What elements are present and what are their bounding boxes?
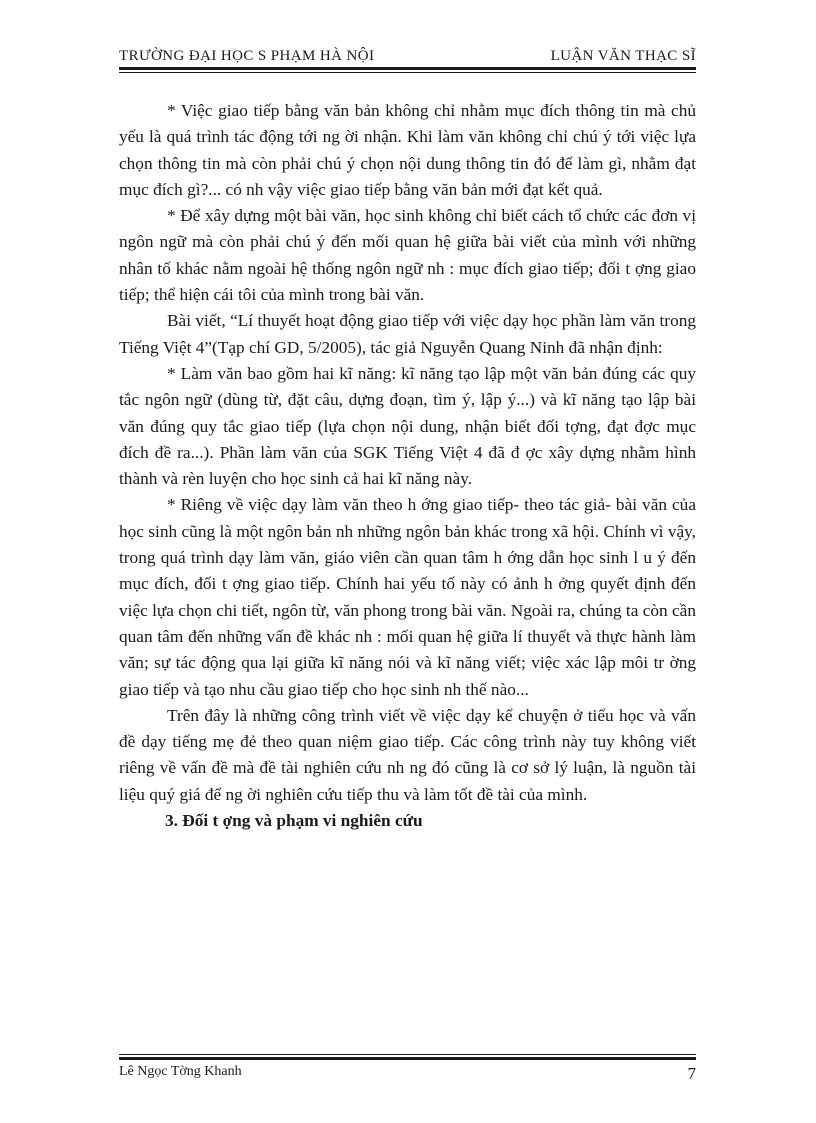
header-rule-thin [119,72,696,73]
paragraph: * Làm văn bao gồm hai kĩ năng: kĩ năng tạo lập một văn bản đúng các quy tắc ngôn ngữ (dùng từ, đặt câu, dựng đoạn, tìm ý, lập ý...) và kĩ năng tạo lập bài văn đúng quy tắc giao tiếp (lựa chọn nội dung, nhận biết đối tợng, đạt đợc mục đích đề ra...). Phần làm văn của SGK Tiếng Việt 4 đã đ ợc xây dựng nhằm hình thành và rèn luyện cho học sinh cả hai kĩ năng này. [119,363,696,489]
paragraph: Bài viết, “Lí thuyết hoạt động giao tiếp với việc dạy học phần làm văn trong Tiếng Việt 4”(Tạp chí GD, 5/2005), tác giả Nguyễn Quang Ninh đã nhận định: [119,311,696,357]
header-university: TRƯỜNG ĐẠI HỌC S PHẠM HÀ NỘI [119,48,375,64]
page-number: 7 [687,1064,696,1083]
header-thesis-type: LUẬN VĂN THẠC SĨ [550,48,696,64]
header-rule-thick [119,67,696,70]
footer-rule-thick [119,1057,696,1060]
paragraph: * Để xây dựng một bài văn, học sinh không chỉ biết cách tổ chức các đơn vị ngôn ngữ mà còn phải chú ý đến mối quan hệ giữa bài viết của mình với những nhân tố khác nằm ngoài hệ thống ngôn ngữ nh : mục đích giao tiếp; đối t ợng giao tiếp; thể hiện cái tôi của mình trong bài văn. [119,206,696,305]
page-header [119,44,696,70]
paragraph: * Riêng về việc dạy làm văn theo h ớng giao tiếp- theo tác giả- bài văn của học sinh cũng là một ngôn bản nh những ngôn bản khác trong xã hội. Chính vì vậy, trong quá trình dạy làm văn, giáo viên cần quan tâm h ớng dẫn học sinh l u ý đến mục đích, đối t ợng giao tiếp. Chính hai yếu tố này có ảnh h ởng quyết định đến việc lựa chọn chi tiết, ngôn từ, văn phong trong bài văn. Ngoài ra, chúng ta còn cần quan tâm đến những vấn đề khác nh : mối quan hệ giữa lí thuyết và thực hành làm văn; sự tác động qua lại giữa kĩ năng nói và kĩ năng viết; việc xác lập môi tr ờng giao tiếp và tạo nhu cầu giao tiếp cho học sinh nh thế nào... [119,495,696,699]
footer-rule-thin [119,1054,696,1055]
paragraph: Trên đây là những công trình viết về việc dạy kể chuyện ở tiểu học và vấn đề dạy tiếng mẹ đẻ theo quan niệm giao tiếp. Các công trình này tuy không viết riêng về vấn đề mà đề tài nghiên cứu nh ng đó cũng là cơ sở lý luận, là nguồn tài liệu quý giá để ng ời nghiên cứu tiếp thu và làm tốt đề tài của mình. [119,705,696,804]
page-footer [119,1054,696,1094]
section-heading: 3. Đối t ợng và phạm vi nghiên cứu [165,811,423,831]
page-body [119,98,696,834]
paragraph: * Việc giao tiếp bằng văn bản không chỉ nhằm mục đích thông tin mà chủ yếu là quá trình tác động tới ng ời nhận. Khi làm văn không chỉ chú ý tới việc lựa chọn thông tin mà còn phải chú ý chọn nội dung thông tin đó để làm gì, nhằm đạt mục đích gì?... có nh vậy việc giao tiếp bằng văn bản mới đạt kết quả. [119,101,696,199]
footer-author: Lê Ngọc Tờng Khanh [119,1064,242,1079]
